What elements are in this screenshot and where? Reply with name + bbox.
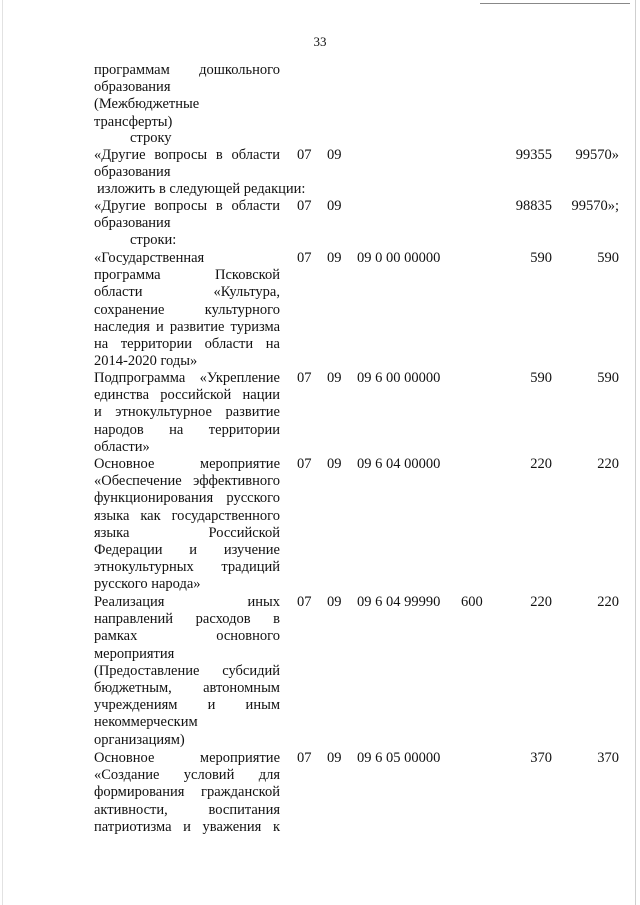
description-line: Федерации и изучение <box>94 542 280 559</box>
description-line: Основное мероприятие <box>94 456 280 472</box>
description-line: «Государственная <box>94 250 205 266</box>
description-line: и этнокультурное развитие <box>94 404 280 421</box>
description-line: программа Псковской <box>94 267 280 284</box>
description-line: трансферты) <box>94 113 173 130</box>
instruction-text: изложить в следующей редакции: <box>97 181 306 197</box>
amount-second: 99570»; <box>571 198 619 214</box>
section-code: 07 <box>297 147 312 163</box>
target-article-code: 09 6 05 00000 <box>357 750 441 766</box>
description-line: «Обеспечение эффективного <box>94 473 280 490</box>
scan-edge-left <box>2 0 3 905</box>
amount-second: 99570» <box>575 147 619 163</box>
description-line: на территории области на <box>94 336 280 353</box>
amount-first: 220 <box>530 456 552 472</box>
amount-first: 99355 <box>515 147 552 163</box>
description-line: области» <box>94 438 150 455</box>
amount-first: 220 <box>530 594 552 610</box>
description-line: организациям) <box>94 731 185 748</box>
row-description <box>94 198 280 232</box>
description-line: 2014-2020 годы» <box>94 353 198 370</box>
description-line: учреждениям и иным <box>94 697 280 714</box>
amount-first: 590 <box>530 250 552 266</box>
description-line: формирования гражданской <box>94 784 280 801</box>
amount-second: 220 <box>597 594 619 610</box>
row-description <box>94 147 280 181</box>
scan-top-line <box>480 3 630 4</box>
description-line: направлений расходов в <box>94 611 280 628</box>
section-code: 07 <box>297 456 312 472</box>
instruction-text: строку <box>130 130 172 146</box>
section-code: 07 <box>297 594 312 610</box>
row-description <box>94 750 280 836</box>
target-article-code: 09 6 00 00000 <box>357 370 441 386</box>
description-line: «Создание условий для <box>94 767 280 784</box>
row-description <box>94 594 280 749</box>
target-article-code: 09 6 04 00000 <box>357 456 441 472</box>
target-article-code: 09 6 04 99990 <box>357 594 441 610</box>
description-line: русского народа» <box>94 576 201 593</box>
description-line: рамках основного <box>94 628 280 645</box>
section-code: 07 <box>297 750 312 766</box>
description-line: активности, воспитания <box>94 801 280 818</box>
section-code: 07 <box>297 198 312 214</box>
description-line: мероприятия <box>94 645 175 662</box>
row-description <box>94 456 280 594</box>
description-line: программам дошкольного <box>94 62 280 78</box>
amount-first: 98835 <box>515 198 552 214</box>
amount-second: 220 <box>597 456 619 472</box>
description-line: сохранение культурного <box>94 301 280 318</box>
description-line: некоммерческим <box>94 714 198 731</box>
description-line: бюджетным, автономным <box>94 680 280 697</box>
scan-edge-right <box>635 0 636 905</box>
section-code: 07 <box>297 370 312 386</box>
description-line: народов на территории <box>94 421 280 438</box>
instruction-text: строки: <box>130 232 177 248</box>
description-line: Реализация иных <box>94 594 280 610</box>
amount-first: 370 <box>530 750 552 766</box>
description-line: области «Культура, <box>94 284 280 301</box>
subsection-code: 09 <box>327 250 342 266</box>
description-line: (Предоставление субсидий <box>94 662 280 679</box>
section-code: 07 <box>297 250 312 266</box>
description-line: этнокультурных традиций <box>94 559 280 576</box>
amount-second: 370 <box>597 750 619 766</box>
expense-type-code: 600 <box>461 594 483 610</box>
description-line: образования <box>94 164 171 181</box>
row-description <box>94 370 280 456</box>
description-line: образования <box>94 79 171 96</box>
subsection-code: 09 <box>327 594 342 610</box>
subsection-code: 09 <box>327 456 342 472</box>
description-line: языка Российской <box>94 524 280 541</box>
description-line: (Межбюджетные <box>94 96 200 113</box>
description-line: функционирования русского <box>94 490 280 507</box>
target-article-code: 09 0 00 00000 <box>357 250 441 266</box>
amount-first: 590 <box>530 370 552 386</box>
page-number: 33 <box>313 34 327 49</box>
description-line: «Другие вопросы в области <box>94 147 280 163</box>
subsection-code: 09 <box>327 750 342 766</box>
subsection-code: 09 <box>327 198 342 214</box>
description-line: Основное мероприятие <box>94 750 280 766</box>
description-line: «Другие вопросы в области <box>94 198 280 214</box>
amount-second: 590 <box>597 250 619 266</box>
description-line: образования <box>94 215 171 232</box>
description-line: наследия и развитие туризма <box>94 318 280 335</box>
description-line: единства российской нации <box>94 387 280 404</box>
description-line: языка как государственного <box>94 507 280 524</box>
description-line: патриотизма и уважения к <box>94 818 280 835</box>
subsection-code: 09 <box>327 370 342 386</box>
subsection-code: 09 <box>327 147 342 163</box>
amount-second: 590 <box>597 370 619 386</box>
row-description <box>94 250 280 370</box>
description-line: Подпрограмма «Укрепление <box>94 370 280 386</box>
row-description <box>94 62 280 131</box>
